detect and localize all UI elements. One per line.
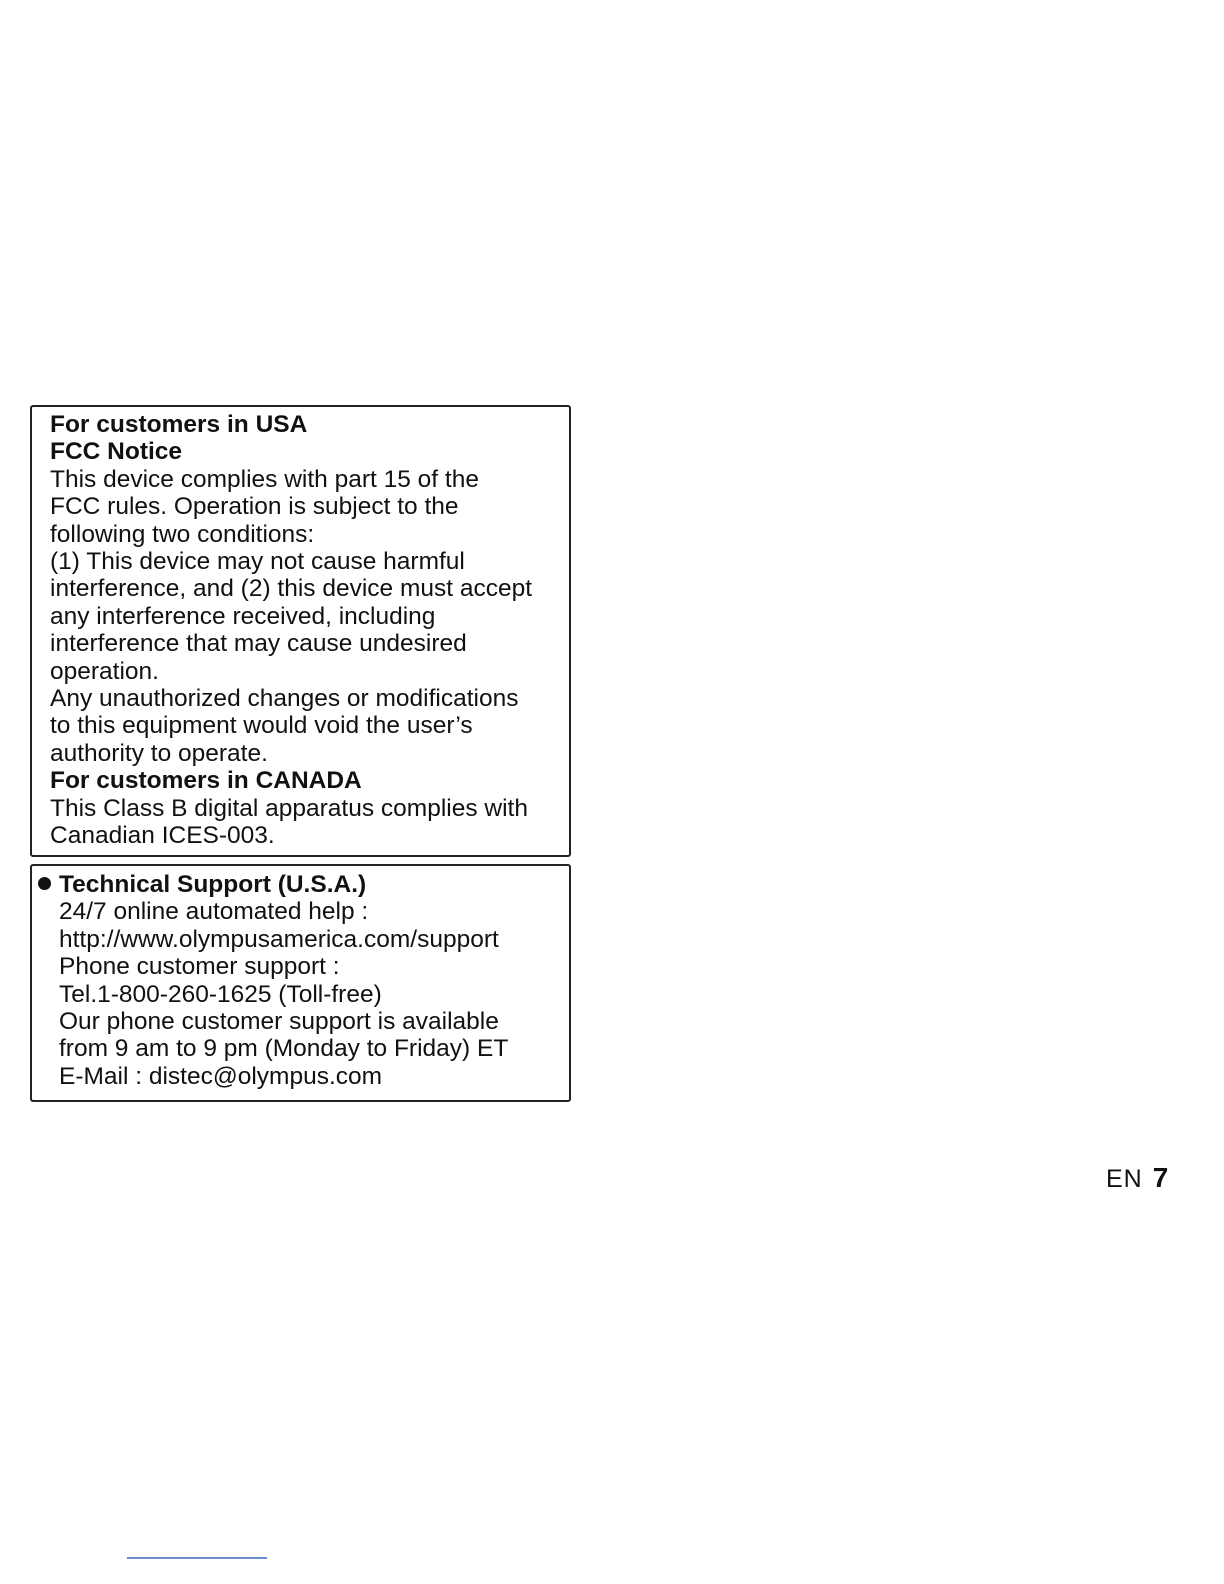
fcc-text-line: This device complies with part 15 of the	[50, 465, 479, 493]
language-code: EN	[1106, 1165, 1143, 1193]
fcc-notice-box	[30, 405, 571, 857]
bullet-icon	[38, 877, 51, 890]
fcc-text-line: Any unauthorized changes or modifications	[50, 685, 519, 713]
fcc-text-line: following two conditions:	[50, 520, 315, 548]
technical-support-title: Technical Support (U.S.A.)	[59, 871, 367, 898]
page-number: 7	[1152, 1162, 1169, 1193]
technical-support-box	[30, 864, 571, 1102]
support-hours: from 9 am to 9 pm (Monday to Friday) ET	[59, 1035, 509, 1063]
support-url: http://www.olympusamerica.com/support	[59, 925, 499, 953]
fcc-notice-title: FCC Notice	[50, 438, 183, 466]
bottom-divider	[127, 1557, 267, 1559]
fcc-text-line: FCC rules. Operation is subject to the	[50, 493, 459, 521]
support-phone: Tel.1-800-260-1625 (Toll-free)	[59, 980, 382, 1008]
fcc-text-line: authority to operate.	[50, 739, 268, 767]
page-footer	[1106, 1162, 1168, 1194]
support-text-line: Our phone customer support is available	[59, 1008, 499, 1036]
canada-text-line: This Class B digital apparatus complies with	[50, 794, 528, 822]
fcc-text-line: interference that may cause undesired	[50, 630, 467, 658]
fcc-text-line: to this equipment would void the user’s	[50, 712, 473, 740]
support-text-line: Phone customer support :	[59, 953, 340, 981]
support-email: E-Mail : distec@olympus.com	[59, 1062, 383, 1090]
canada-text-line: Canadian ICES-003.	[50, 822, 275, 850]
usa-customers-heading: For customers in USA	[50, 411, 308, 438]
canada-customers-heading: For customers in CANADA	[50, 767, 362, 795]
fcc-text-line: (1) This device may not cause harmful	[50, 548, 465, 576]
fcc-text-line: interference, and (2) this device must accept	[50, 575, 533, 603]
fcc-text-line: any interference received, including	[50, 602, 436, 630]
fcc-text-line: operation.	[50, 657, 159, 685]
technical-support-heading	[38, 871, 559, 898]
support-text-line: 24/7 online automated help :	[59, 898, 369, 926]
